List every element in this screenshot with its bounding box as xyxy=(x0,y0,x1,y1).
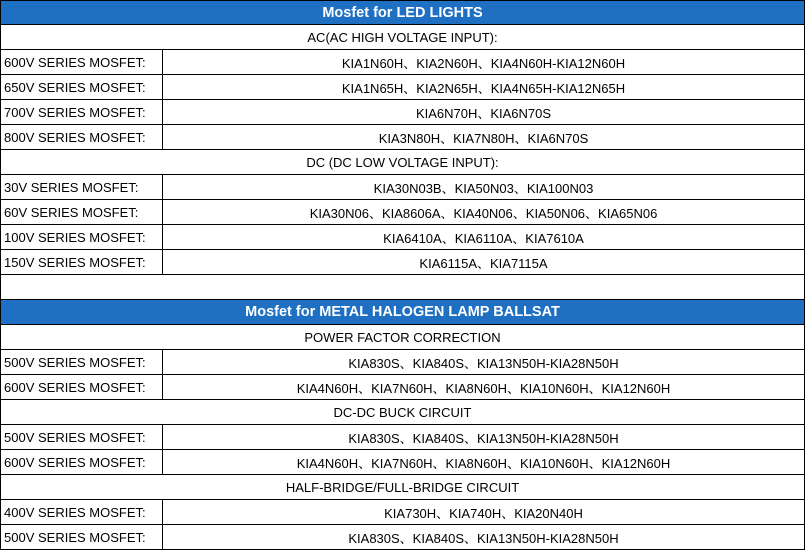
table-row xyxy=(0,50,805,75)
row-value: KIA4N60H、KIA7N60H、KIA8N60H、KIA10N60H、KIA12N60H xyxy=(296,380,671,396)
table-row xyxy=(0,200,805,225)
table-row xyxy=(0,225,805,250)
table-title-metal-halogen: Mosfet for METAL HALOGEN LAMP BALLSAT xyxy=(0,299,805,325)
row-value: KIA3N80H、KIA7N80H、KIA6N70S xyxy=(378,130,589,146)
row-label: 500V SERIES MOSFET: xyxy=(1,525,163,549)
section-heading-buck: DC-DC BUCK CIRCUIT xyxy=(0,400,805,425)
row-label: 100V SERIES MOSFET: xyxy=(1,225,163,249)
row-value: KIA4N60H、KIA7N60H、KIA8N60H、KIA10N60H、KIA12N60H xyxy=(296,455,671,471)
section-heading-ac-input: AC(AC HIGH VOLTAGE INPUT): xyxy=(0,25,805,50)
row-label: 60V SERIES MOSFET: xyxy=(1,200,163,224)
row-label: 30V SERIES MOSFET: xyxy=(1,175,163,199)
row-label: 500V SERIES MOSFET: xyxy=(1,350,163,374)
table-row xyxy=(0,425,805,450)
row-value: KIA730H、KIA740H、KIA20N40H xyxy=(384,505,583,521)
table-row xyxy=(0,100,805,125)
row-value: KIA30N06、KIA8606A、KIA40N06、KIA50N06、KIA65N06 xyxy=(309,205,658,221)
row-label: 150V SERIES MOSFET: xyxy=(1,250,163,274)
table-row xyxy=(0,450,805,475)
row-value: KIA30N03B、KIA50N03、KIA100N03 xyxy=(373,180,594,196)
row-value: KIA830S、KIA840S、KIA13N50H-KIA28N50H xyxy=(348,530,619,546)
table-row xyxy=(0,500,805,525)
row-value: KIA1N65H、KIA2N65H、KIA4N65H-KIA12N65H xyxy=(341,80,626,96)
table-row xyxy=(0,175,805,200)
row-label: 800V SERIES MOSFET: xyxy=(1,125,163,149)
row-value: KIA1N60H、KIA2N60H、KIA4N60H-KIA12N60H xyxy=(341,55,626,71)
row-label: 600V SERIES MOSFET: xyxy=(1,50,163,74)
row-value: KIA6410A、KIA6110A、KIA7610A xyxy=(383,230,584,246)
row-label: 500V SERIES MOSFET: xyxy=(1,425,163,449)
row-label: 600V SERIES MOSFET: xyxy=(1,450,163,474)
table-row xyxy=(0,375,805,400)
row-value: KIA6N70H、KIA6N70S xyxy=(415,105,552,121)
row-label: 600V SERIES MOSFET: xyxy=(1,375,163,399)
spacer-row xyxy=(0,275,805,299)
row-label: 650V SERIES MOSFET: xyxy=(1,75,163,99)
table-row xyxy=(0,125,805,150)
row-label: 700V SERIES MOSFET: xyxy=(1,100,163,124)
table-row xyxy=(0,75,805,100)
row-value: KIA6115A、KIA7115A xyxy=(419,255,548,271)
row-value: KIA830S、KIA840S、KIA13N50H-KIA28N50H xyxy=(348,355,619,371)
table-title-led-lights: Mosfet for LED LIGHTS xyxy=(0,0,805,25)
row-label: 400V SERIES MOSFET: xyxy=(1,500,163,524)
table-row xyxy=(0,525,805,550)
row-value: KIA830S、KIA840S、KIA13N50H-KIA28N50H xyxy=(348,430,619,446)
table-row xyxy=(0,250,805,275)
table-row xyxy=(0,350,805,375)
section-heading-bridge: HALF-BRIDGE/FULL-BRIDGE CIRCUIT xyxy=(0,475,805,500)
section-heading-pfc: POWER FACTOR CORRECTION xyxy=(0,325,805,350)
section-heading-dc-input: DC (DC LOW VOLTAGE INPUT): xyxy=(0,150,805,175)
